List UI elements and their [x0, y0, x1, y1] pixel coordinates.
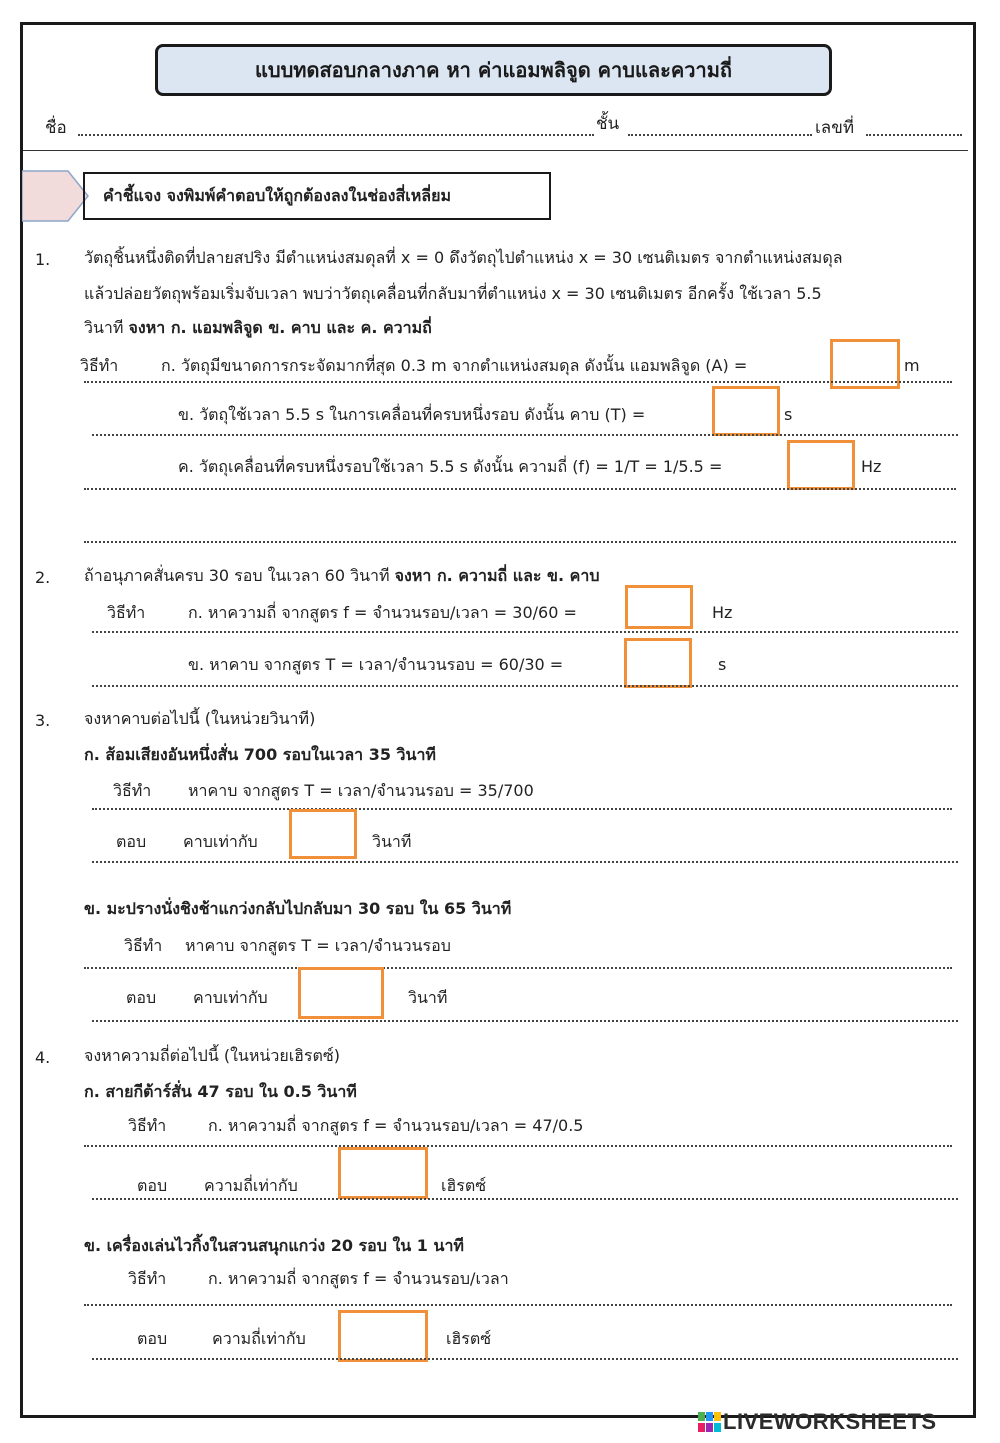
q4b-answer-line — [92, 1358, 958, 1360]
q4a-line — [84, 1145, 952, 1147]
q1c-unit: Hz — [861, 457, 882, 476]
q3-line1: จงหาคาบต่อไปนี้ (ในหน่วยวินาที) — [84, 709, 316, 728]
q3a-method-label: วิธีทำ — [113, 781, 152, 800]
q1b-answer-box[interactable] — [712, 386, 780, 436]
q4-number: 4. — [35, 1048, 51, 1067]
q2-task: จงหา ก. ความถี่ และ ข. คาบ — [394, 566, 600, 585]
q1c-text: ค. วัตถุเคลื่อนที่ครบหนึ่งรอบใช้เวลา 5.5 s ดังนั้น ความถี่ (f) = 1/T = 1/5.5 = — [178, 457, 723, 476]
liveworksheets-logo-text: LIVEWORKSHEETS — [723, 1409, 937, 1434]
q2b-answer-box[interactable] — [624, 638, 692, 688]
q1c-answer-box[interactable] — [787, 440, 855, 490]
q1a-line — [84, 381, 952, 383]
q3b-answer-text: คาบเท่ากับ — [193, 988, 268, 1007]
q1-line3 — [84, 318, 432, 338]
q1-line3-text: วินาที — [84, 318, 124, 337]
name-field-line[interactable] — [78, 134, 594, 136]
q3-number: 3. — [35, 711, 51, 730]
q3b-answer-label: ตอบ — [126, 988, 157, 1007]
q3a-formula: หาคาบ จากสูตร T = เวลา/จำนวนรอบ = 35/700 — [188, 781, 534, 800]
q2a-unit: Hz — [712, 603, 733, 622]
instruction-tab-icon — [22, 170, 92, 222]
q3b-answer-box[interactable] — [298, 967, 384, 1019]
q1b-line — [92, 434, 958, 436]
class-field-line[interactable] — [628, 134, 812, 136]
q2a-text: ก. หาความถี่ จากสูตร f = จำนวนรอบ/เวลา = 30/60 = — [188, 603, 577, 622]
q4a-answer-label: ตอบ — [137, 1176, 168, 1195]
q4a-method-label: วิธีทำ — [128, 1116, 167, 1135]
q1b-unit: s — [784, 405, 793, 424]
q2-number: 2. — [35, 568, 51, 587]
q1b-text: ข. วัตถุใช้เวลา 5.5 s ในการเคลื่อนที่ครบหนึ่งรอบ ดังนั้น คาบ (T) = — [178, 405, 646, 424]
q3a-line — [92, 808, 952, 810]
number-field-line[interactable] — [866, 134, 962, 136]
q3b-answer-line — [92, 1020, 958, 1022]
instruction-box: คำชี้แจง จงพิมพ์คำตอบให้ถูกต้องลงในช่องสี่เหลี่ยม — [83, 172, 551, 220]
q3a-answer-box[interactable] — [289, 809, 357, 859]
header-divider — [23, 150, 968, 151]
q2-text: ถ้าอนุภาคสั่นครบ 30 รอบ ในเวลา 60 วินาที — [84, 566, 390, 585]
q1-extra-line — [84, 541, 956, 543]
q4a-formula: ก. หาความถี่ จากสูตร f = จำนวนรอบ/เวลา = 47/0.5 — [208, 1116, 584, 1135]
q1-line1: วัตถุชิ้นหนึ่งติดที่ปลายสปริง มีตำแหน่งสมดุลที่ x = 0 ดึงวัตถุไปตำแหน่ง x = 30 เซนติเมตร จากตำแหน่งสมดุล — [84, 248, 843, 267]
q1-task: จงหา ก. แอมพลิจูด ข. คาบ และ ค. ความถี่ — [128, 318, 432, 337]
q3a-title: ก. ส้อมเสียงอันหนึ่งสั่น 700 รอบในเวลา 35 วินาที — [84, 745, 436, 764]
q3b-line — [84, 967, 952, 969]
liveworksheets-logo-icon — [697, 1410, 723, 1434]
q1-method-label: วิธีทำ — [80, 356, 119, 375]
q1-line2: แล้วปล่อยวัตถุพร้อมเริ่มจับเวลา พบว่าวัตถุเคลื่อนที่กลับมาที่ตำแหน่ง x = 30 เซนติเมตร อีกครั้ง ใช้เวลา 5.5 — [84, 284, 822, 303]
class-label: ชั้น — [596, 114, 620, 134]
page-title: แบบทดสอบกลางภาค หา ค่าแอมพลิจูด คาบและความถี่ — [155, 44, 832, 96]
q1-number: 1. — [35, 250, 51, 269]
q3b-unit: วินาที — [408, 988, 448, 1007]
q4a-title: ก. สายกีต้าร์สั่น 47 รอบ ใน 0.5 วินาที — [84, 1082, 357, 1101]
q1a-unit: m — [904, 356, 920, 375]
q3a-answer-label: ตอบ — [116, 832, 147, 851]
q4b-answer-label: ตอบ — [137, 1329, 168, 1348]
q2b-text: ข. หาคาบ จากสูตร T = เวลา/จำนวนรอบ = 60/30 = — [188, 655, 564, 674]
q4a-unit: เฮิรตซ์ — [441, 1176, 487, 1195]
q4b-answer-box[interactable] — [338, 1310, 428, 1362]
q4a-answer-text: ความถี่เท่ากับ — [204, 1176, 298, 1195]
q2-method-label: วิธีทำ — [107, 603, 146, 622]
q3b-method-label: วิธีทำ — [124, 936, 163, 955]
q4b-formula: ก. หาความถี่ จากสูตร f = จำนวนรอบ/เวลา — [208, 1269, 509, 1288]
q4b-answer-text: ความถี่เท่ากับ — [212, 1329, 306, 1348]
q4a-answer-line — [92, 1198, 958, 1200]
q3b-title: ข. มะปรางนั่งชิงช้าแกว่งกลับไปกลับมา 30 รอบ ใน 65 วินาที — [84, 899, 512, 918]
q1c-line — [84, 488, 956, 490]
liveworksheets-logo — [697, 1409, 937, 1435]
q2a-answer-box[interactable] — [625, 585, 693, 629]
q2a-line — [92, 631, 958, 633]
q4b-title: ข. เครื่องเล่นไวกิ้งในสวนสนุกแกว่ง 20 รอบ ใน 1 นาที — [84, 1236, 464, 1255]
q2b-unit: s — [718, 655, 727, 674]
number-label: เลขที่ — [815, 118, 855, 138]
q3a-unit: วินาที — [372, 832, 412, 851]
q4a-answer-box[interactable] — [338, 1147, 428, 1199]
q1a-text: ก. วัตถุมีขนาดการกระจัดมากที่สุด 0.3 m จากตำแหน่งสมดุล ดังนั้น แอมพลิจูด (A) = — [161, 356, 748, 375]
q2b-line — [92, 685, 958, 687]
q4b-unit: เฮิรตซ์ — [446, 1329, 492, 1348]
q2-line1 — [84, 566, 599, 586]
q4b-line — [84, 1304, 952, 1306]
q3b-formula: หาคาบ จากสูตร T = เวลา/จำนวนรอบ — [185, 936, 451, 955]
name-label: ชื่อ — [45, 118, 67, 138]
q4b-method-label: วิธีทำ — [128, 1269, 167, 1288]
q4-line1: จงหาความถี่ต่อไปนี้ (ในหน่วยเฮิรตซ์) — [84, 1046, 341, 1065]
q3a-answer-line — [92, 861, 958, 863]
q3a-answer-text: คาบเท่ากับ — [183, 832, 258, 851]
